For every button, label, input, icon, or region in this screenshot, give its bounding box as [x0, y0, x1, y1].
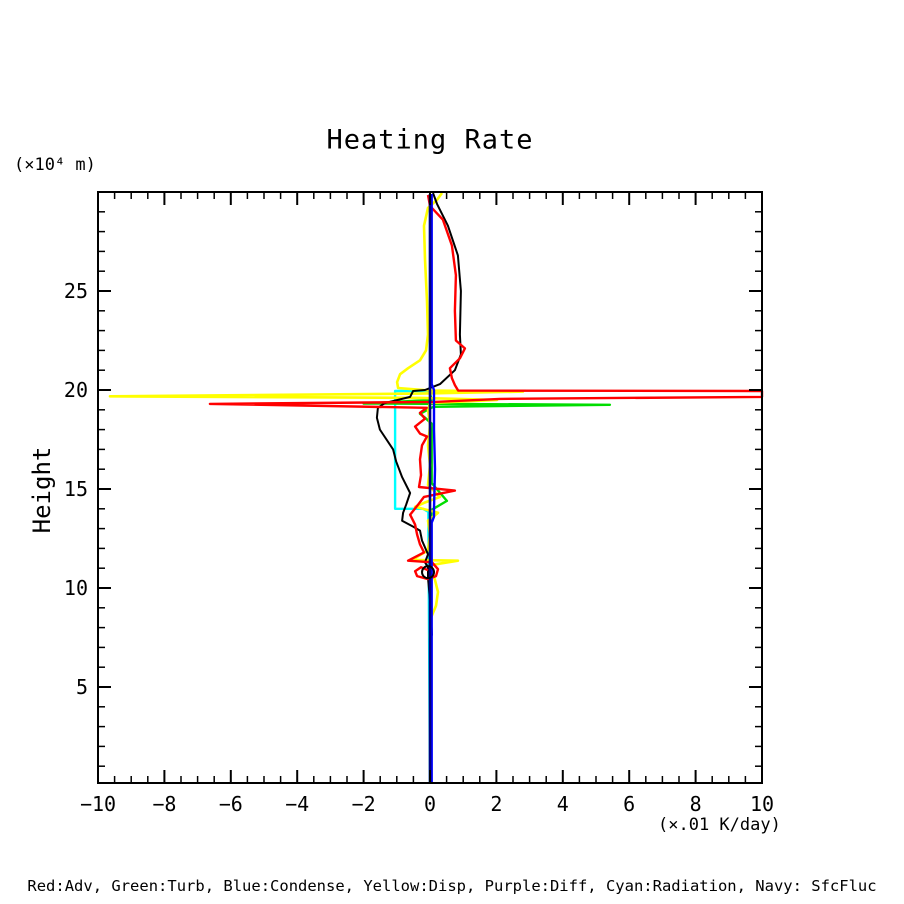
- x-tick-label: −8: [152, 792, 177, 816]
- y-tick-label: 20: [63, 378, 88, 402]
- y-tick-label: 25: [63, 279, 88, 303]
- y-tick-label: 15: [63, 477, 88, 501]
- x-tick-label: −4: [285, 792, 310, 816]
- series-turb: [364, 394, 610, 578]
- x-tick-label: 2: [490, 792, 503, 816]
- y-tick-label: 10: [63, 576, 88, 600]
- series-adv: [210, 195, 762, 579]
- legend-text: Red:Adv, Green:Turb, Blue:Condense, Yellow:Disp, Purple:Diff, Cyan:Radiation, Navy: SfcFluc: [27, 877, 877, 895]
- y-axis-unit-label: (×10⁴ m): [14, 155, 96, 175]
- series-disp: [110, 193, 523, 648]
- y-tick-label: 5: [75, 675, 88, 699]
- x-tick-label: 4: [556, 792, 569, 816]
- x-tick-label: 0: [423, 792, 437, 816]
- x-tick-label: −6: [218, 792, 243, 816]
- x-tick-label: 8: [689, 792, 702, 816]
- x-axis-unit-label: (×.01 K/day): [658, 815, 781, 835]
- x-tick-label: 6: [623, 792, 636, 816]
- chart-title: Heating Rate: [326, 124, 534, 156]
- x-tick-label: 10: [749, 792, 775, 816]
- x-tick-label: −2: [351, 792, 376, 816]
- y-axis-label: Height: [28, 446, 56, 534]
- x-tick-label: −10: [79, 792, 117, 816]
